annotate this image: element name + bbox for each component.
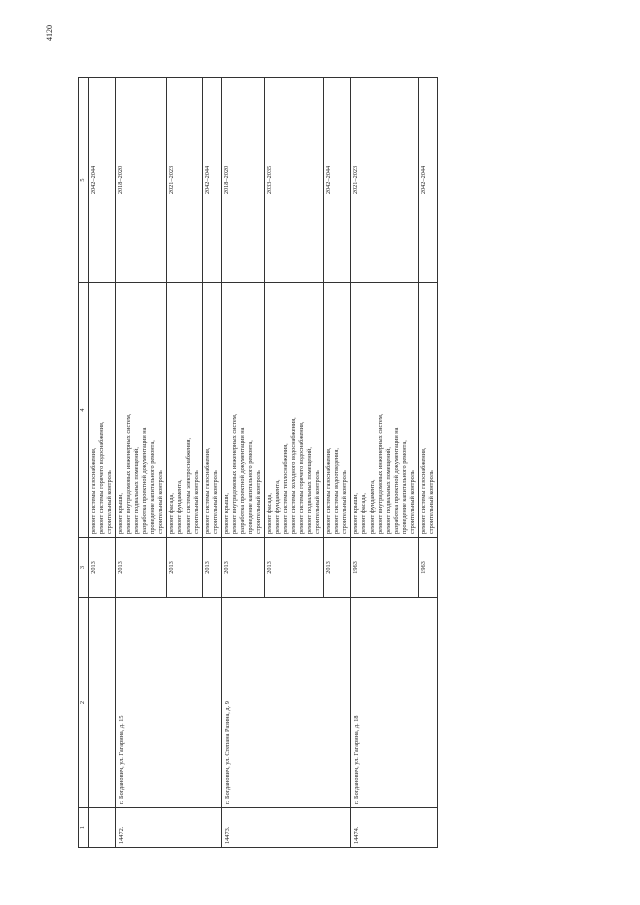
row-number: 14473.: [221, 808, 351, 848]
work-item: ремонт системы холодного водоснабжения,: [290, 417, 298, 534]
work-item: разработка проектной документации на: [141, 427, 149, 534]
row-works: [418, 283, 437, 538]
work-item: строительный контроль: [157, 470, 165, 534]
row-address: г. Богданович, ул. Гагарина, д. 15: [116, 598, 222, 808]
work-item: ремонт подвальных помещений,: [384, 447, 392, 534]
row-number: 14474.: [351, 808, 437, 848]
row-number: [89, 808, 116, 848]
row-year: 2013: [264, 538, 323, 598]
row-period: 2018–2020: [116, 78, 167, 283]
work-item: ремонт фасада,: [265, 493, 273, 534]
row-year: 2013: [324, 538, 351, 598]
work-item: ремонт системы газоснабжения,: [90, 447, 97, 534]
work-item: ремонт фасада,: [360, 493, 368, 534]
work-item: ремонт крыши,: [222, 492, 230, 534]
header-col-3: 3: [79, 538, 89, 598]
row-period: 2042–2044: [202, 78, 221, 283]
row-period: 2021–2023: [351, 78, 418, 283]
work-item: строительный контроль: [408, 470, 416, 534]
work-item: ремонт системы горячего водоснабжения,: [98, 421, 106, 534]
row-year: 2013: [89, 538, 116, 598]
work-item: строительный контроль: [341, 470, 349, 534]
header-col-2: 2: [79, 598, 89, 808]
header-col-1: 1: [79, 808, 89, 848]
work-item: ремонт системы газоснабжения,: [419, 447, 427, 534]
row-year: 2013: [167, 538, 202, 598]
repair-schedule-table: [78, 77, 438, 848]
work-item: ремонт крыши,: [117, 492, 125, 534]
row-works: [202, 283, 221, 538]
work-item: ремонт фундамента,: [176, 479, 184, 534]
header-row: [79, 78, 89, 848]
rotated-table-container: [78, 78, 588, 848]
table-row: [89, 78, 116, 848]
work-item: ремонт системы теплоснабжения,: [282, 443, 290, 534]
work-item: ремонт внутридомовых инженерных систем,: [230, 413, 238, 534]
work-item: строительный контроль: [211, 470, 219, 534]
row-period: 2042–2044: [324, 78, 351, 283]
row-works: [221, 283, 264, 538]
work-item: ремонт системы горячего водоснабжения,: [298, 421, 306, 534]
work-item: ремонт подвальных помещений,: [133, 447, 141, 534]
row-works: [116, 283, 167, 538]
row-period: 2018–2020: [221, 78, 264, 283]
row-year: 2013: [221, 538, 264, 598]
table-row: [351, 78, 418, 848]
row-address: г. Богданович, ул. Гагарина, д. 18: [351, 598, 437, 808]
row-works: [264, 283, 323, 538]
page-number: 4120: [45, 25, 54, 41]
work-item: ремонт фундамента,: [273, 479, 281, 534]
row-year: 1963: [351, 538, 418, 598]
work-item: проведение капитального ремонта,: [400, 440, 408, 534]
row-works: [351, 283, 418, 538]
work-item: строительный контроль: [427, 470, 435, 534]
row-works: [324, 283, 351, 538]
work-item: ремонт фасада,: [168, 493, 176, 534]
row-period: 2033–2035: [264, 78, 323, 283]
work-item: ремонт внутридомовых инженерных систем,: [376, 413, 384, 534]
work-item: строительный контроль: [106, 470, 114, 534]
work-item: ремонт подвальных помещений,: [306, 447, 314, 534]
work-item: ремонт фундамента,: [368, 479, 376, 534]
work-item: строительный контроль: [254, 470, 262, 534]
row-address: г. Богданович, ул. Степана Разина, д. 9: [221, 598, 351, 808]
work-item: ремонт системы водоотведения,: [333, 448, 341, 534]
work-item: разработка проектной документации на: [392, 427, 400, 534]
header-col-4: 4: [79, 283, 89, 538]
row-number: 14472.: [116, 808, 222, 848]
table-row: [116, 78, 167, 848]
row-works: [167, 283, 202, 538]
row-address: [89, 598, 116, 808]
work-item: проведение капитального ремонта,: [149, 440, 157, 534]
row-period: 2042–2044: [89, 78, 116, 283]
row-year: 2013: [202, 538, 221, 598]
work-item: ремонт внутридомовых инженерных систем,: [125, 413, 133, 534]
row-period: 2021–2023: [167, 78, 202, 283]
work-item: ремонт крыши,: [352, 492, 360, 534]
work-item: строительный контроль: [192, 470, 200, 534]
work-item: строительный контроль: [314, 470, 322, 534]
row-period: 2042–2044: [418, 78, 437, 283]
header-col-5: 5: [79, 78, 89, 283]
row-year: 1963: [418, 538, 437, 598]
table-row: [221, 78, 264, 848]
work-item: ремонт системы газоснабжения,: [203, 447, 211, 534]
row-works: [89, 283, 116, 538]
work-item: проведение капитального ремонта,: [246, 440, 254, 534]
work-item: разработка проектной документации на: [238, 427, 246, 534]
work-item: ремонт системы газоснабжения,: [325, 447, 333, 534]
work-item: ремонт системы электроснабжения,: [184, 437, 192, 534]
row-year: 2013: [116, 538, 167, 598]
